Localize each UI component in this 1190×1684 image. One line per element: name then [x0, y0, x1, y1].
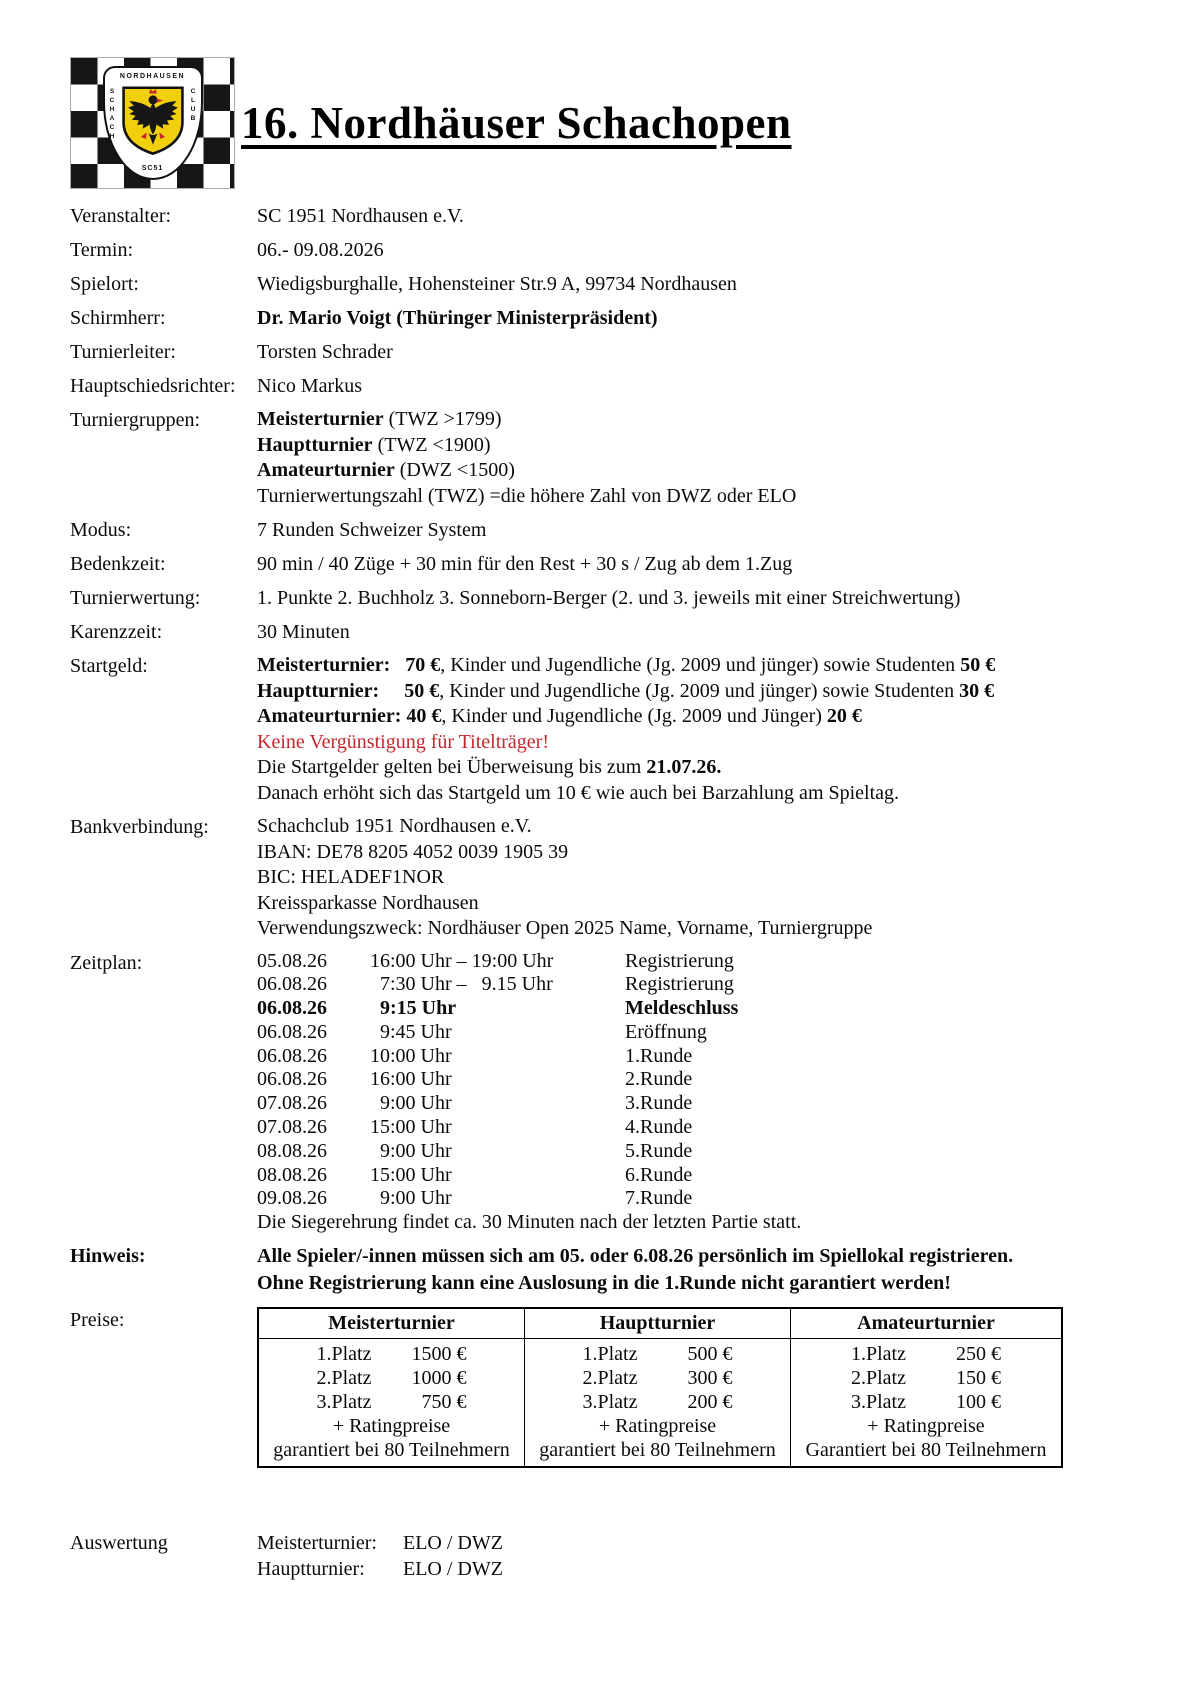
group-rating: (TWZ <1900) — [372, 433, 491, 456]
bank-line-iban: IBAN: DE78 8205 4052 0039 1905 39 — [257, 840, 569, 863]
group-name: Meisterturnier — [257, 408, 384, 430]
bank-line: Kreissparkasse Nordhausen — [257, 891, 479, 914]
prize-amount: 500 € — [687, 1343, 733, 1366]
prize-cell-amateurturnier — [790, 1339, 1062, 1468]
rating-prizes-note: + Ratingpreise — [598, 1415, 717, 1438]
schedule-row — [257, 973, 1130, 997]
row-turniergruppen — [70, 407, 1130, 509]
row-schirmherr — [70, 305, 1130, 331]
fee-mid: , Kinder und Jugendliche (Jg. 2009 und jünger) sowie Studenten — [440, 654, 961, 676]
fee-tail: 50 € — [960, 654, 996, 676]
prize-line — [259, 1390, 524, 1414]
row-value: 30 Minuten — [257, 621, 350, 643]
bank-line-verwendungszweck: Verwendungszweck: Nordhäuser Open 2025 Name, Vorname, Turniergruppe — [257, 917, 873, 939]
schedule-date: 07.08.26 — [257, 1116, 327, 1139]
fee-tail: 30 € — [959, 679, 995, 702]
row-preise — [70, 1307, 1130, 1468]
schedule-date: 08.08.26 — [257, 1139, 327, 1162]
turniergruppe-line — [257, 458, 1130, 484]
schedule-time: 10:00 Uhr — [370, 1044, 452, 1067]
row-karenzzeit — [70, 619, 1130, 645]
schedule-time: 7:30 Uhr – 9.15 Uhr — [370, 973, 553, 996]
row-spielort — [70, 271, 1130, 297]
row-label: Preise: — [70, 1309, 125, 1332]
prize-line — [259, 1342, 524, 1366]
schedule-date: 06.08.26 — [257, 1020, 327, 1043]
prize-amount: 300 € — [687, 1367, 733, 1390]
prize-amount: 1500 € — [411, 1343, 467, 1366]
schedule-time: 15:00 Uhr — [370, 1116, 452, 1139]
row-label: Turnierleiter: — [70, 341, 176, 363]
schedule-time: 16:00 Uhr – 19:00 Uhr — [370, 949, 554, 972]
emblem-text-bottom: SC51 — [141, 165, 164, 172]
prize-table-header-row — [258, 1308, 1062, 1339]
hinweis-line: Alle Spieler/-innen müssen sich am 05. oder 6.08.26 persönlich im Spiellokal registrieren. — [257, 1245, 1014, 1268]
hinweis-text — [257, 1243, 1130, 1297]
fee-mid: , Kinder und Jugendliche (Jg. 2009 und Jünger) — [441, 705, 827, 727]
prize-place: 2.Platz — [582, 1367, 638, 1390]
row-label: Bankverbindung: — [70, 816, 209, 838]
schedule-time: 9:00 Uhr — [370, 1139, 452, 1162]
schedule-date: 06.08.26 — [257, 1068, 327, 1091]
guarantee-note: Garantiert bei 80 Teilnehmern — [805, 1439, 1047, 1462]
schedule-event: 5.Runde — [625, 1139, 693, 1162]
header — [70, 57, 1130, 189]
schedule-event: Registrierung — [625, 949, 734, 972]
row-label: Karenzzeit: — [70, 621, 163, 643]
prize-line — [791, 1366, 1061, 1390]
schedule-date: 06.08.26 — [257, 973, 327, 996]
fee-lead: Amateurturnier: 40 € — [257, 705, 442, 727]
fee-lead: Meisterturnier: 70 € — [257, 654, 441, 676]
row-value: Torsten Schrader — [257, 341, 393, 363]
prize-place: 1.Platz — [850, 1343, 906, 1366]
row-value: 90 min / 40 Züge + 30 min für den Rest + 30 s / Zug ab dem 1.Zug — [257, 553, 793, 575]
prize-cell-meisterturnier — [258, 1339, 525, 1468]
schedule-event: Eröffnung — [625, 1020, 707, 1043]
row-value: 1. Punkte 2. Buchholz 3. Sonneborn-Berger (2. und 3. jeweils mit einer Streichwertung) — [257, 587, 961, 609]
schedule-time: 9:15 Uhr — [370, 997, 457, 1020]
schedule-row — [257, 1187, 1130, 1211]
fee-line — [257, 679, 1130, 705]
schedule-event: Meldeschluss — [625, 997, 739, 1020]
fee-line — [257, 704, 1130, 730]
schedule-time: 16:00 Uhr — [370, 1068, 452, 1091]
schedule-row — [257, 1116, 1130, 1140]
fee-tail: 20 € — [826, 705, 862, 727]
prize-table-body-row — [258, 1339, 1062, 1468]
turniergruppe-line — [257, 433, 1130, 459]
schedule-event: 6.Runde — [625, 1163, 693, 1186]
schedule-time: 15:00 Uhr — [370, 1163, 452, 1186]
award-ceremony-note: Die Siegerehrung findet ca. 30 Minuten nach der letzten Partie statt. — [257, 1211, 802, 1234]
prize-amount: 100 € — [955, 1391, 1001, 1414]
schedule-event: 7.Runde — [625, 1187, 693, 1210]
row-value: Wiedigsburghalle, Hohensteiner Str.9 A, 99734 Nordhausen — [257, 273, 737, 295]
schedule-date: 06.08.26 — [257, 1044, 327, 1067]
fee-line — [257, 653, 1130, 679]
schedule-date: 09.08.26 — [257, 1187, 327, 1210]
row-label: Turniergruppen: — [70, 409, 200, 431]
prize-line — [791, 1390, 1061, 1414]
rating-eval-line — [257, 1556, 1130, 1582]
row-bedenkzeit — [70, 551, 1130, 577]
guarantee-note: garantiert bei 80 Teilnehmern — [273, 1439, 510, 1462]
rating-prizes-note: + Ratingpreise — [332, 1415, 451, 1438]
row-value: 7 Runden Schweizer System — [257, 519, 487, 541]
prize-line — [259, 1366, 524, 1390]
page-title: 16. Nordhäuser Schachopen — [241, 98, 792, 148]
schedule-date: 06.08.26 — [257, 997, 327, 1020]
row-hauptschiedsrichter — [70, 373, 1130, 399]
row-label: Schirmherr: — [70, 307, 166, 329]
prize-amount: 200 € — [687, 1391, 733, 1414]
eval-tournament: Meisterturnier: — [257, 1532, 377, 1555]
eagle-shield-icon — [121, 83, 185, 159]
prize-table-header: Hauptturnier — [525, 1308, 791, 1339]
schedule-row — [257, 1092, 1130, 1116]
row-turnierleiter — [70, 339, 1130, 365]
schedule-event: 3.Runde — [625, 1092, 693, 1115]
schedule-date: 05.08.26 — [257, 949, 327, 972]
prize-amount: 750 € — [421, 1391, 467, 1414]
prize-place: 3.Platz — [316, 1391, 372, 1414]
schedule-event: 4.Runde — [625, 1116, 693, 1139]
schedule-row — [257, 1021, 1130, 1045]
schedule-event: 2.Runde — [625, 1068, 693, 1091]
schedule-row — [257, 1045, 1130, 1069]
twz-note: Turnierwertungszahl (TWZ) =die höhere Zahl von DWZ oder ELO — [257, 484, 797, 507]
row-bankverbindung — [70, 814, 1130, 942]
prize-place: 2.Platz — [850, 1367, 906, 1390]
row-startgeld — [70, 653, 1130, 806]
row-label: Modus: — [70, 519, 132, 541]
group-rating: (DWZ <1500) — [394, 459, 515, 481]
fee-lead: Hauptturnier: 50 € — [257, 679, 440, 702]
bank-line-bic: BIC: HELADEF1NOR — [257, 866, 445, 888]
row-label: Termin: — [70, 239, 134, 261]
row-label: Veranstalter: — [70, 205, 172, 227]
prize-line — [525, 1342, 790, 1366]
turniergruppen-list — [257, 407, 1130, 509]
club-logo — [70, 57, 235, 189]
eval-tournament: Hauptturnier: — [257, 1558, 365, 1581]
prize-table-header: Meisterturnier — [258, 1308, 525, 1339]
row-value: 06.- 09.08.2026 — [257, 239, 384, 261]
bank-line: Schachclub 1951 Nordhausen e.V. — [257, 815, 532, 837]
prize-table — [257, 1307, 1063, 1468]
prize-place: 2.Platz — [316, 1367, 372, 1390]
schedule-event: Registrierung — [625, 973, 734, 996]
deadline-date: 21.07.26. — [646, 756, 722, 778]
emblem-text-top: NORDHAUSEN — [119, 73, 186, 80]
schedule-event: 1.Runde — [625, 1044, 693, 1067]
schedule-row — [257, 950, 1130, 974]
schedule-time: 9:45 Uhr — [370, 1020, 452, 1043]
row-label: Hinweis: — [70, 1245, 146, 1268]
schedule-row — [257, 1140, 1130, 1164]
row-hinweis — [70, 1243, 1130, 1297]
row-label: Spielort: — [70, 273, 139, 295]
startgeld-details — [257, 653, 1130, 806]
schedule-time: 9:00 Uhr — [370, 1187, 452, 1210]
rating-prizes-note: + Ratingpreise — [867, 1415, 985, 1438]
eval-systems: ELO / DWZ — [403, 1532, 503, 1555]
schedule-row — [257, 1164, 1130, 1188]
row-label: Auswertung — [70, 1532, 168, 1555]
row-auswertung — [70, 1530, 1130, 1582]
prize-amount: 1000 € — [411, 1367, 467, 1390]
row-modus — [70, 517, 1130, 543]
late-fee-line: Danach erhöht sich das Startgeld um 10 € wie auch bei Barzahlung am Spieltag. — [257, 781, 900, 804]
title-holder-warning: Keine Vergünstigung für Titelträger! — [257, 730, 550, 753]
row-label: Hauptschiedsrichter: — [70, 375, 236, 397]
group-name: Amateurturnier — [257, 459, 395, 481]
row-termin — [70, 237, 1130, 263]
eval-systems: ELO / DWZ — [403, 1558, 503, 1581]
prize-line — [525, 1390, 790, 1414]
deadline-text: Die Startgelder gelten bei Überweisung bis zum — [257, 756, 647, 778]
row-label: Turnierwertung: — [70, 587, 201, 609]
group-rating: (TWZ >1799) — [383, 408, 502, 430]
prize-amount: 250 € — [955, 1343, 1001, 1366]
deadline-line — [257, 755, 1130, 781]
prize-line — [791, 1342, 1061, 1366]
prize-place: 1.Platz — [316, 1343, 372, 1366]
row-value: Dr. Mario Voigt (Thüringer Ministerpräsident) — [257, 307, 658, 329]
prize-place: 1.Platz — [582, 1343, 638, 1366]
row-label: Bedenkzeit: — [70, 553, 166, 575]
prize-table-header: Amateurturnier — [790, 1308, 1062, 1339]
row-value: Nico Markus — [257, 375, 362, 397]
zeitplan-schedule — [257, 950, 1130, 1236]
schedule-row — [257, 1068, 1130, 1092]
turniergruppe-line — [257, 407, 1130, 433]
schedule-time: 9:00 Uhr — [370, 1092, 452, 1115]
schedule-date: 08.08.26 — [257, 1163, 327, 1186]
bank-details — [257, 814, 1130, 942]
rating-eval-line — [257, 1530, 1130, 1556]
guarantee-note: garantiert bei 80 Teilnehmern — [539, 1439, 776, 1462]
row-turnierwertung — [70, 585, 1130, 611]
prize-amount: 150 € — [955, 1367, 1001, 1390]
row-value: SC 1951 Nordhausen e.V. — [257, 205, 464, 227]
hinweis-line: Ohne Registrierung kann eine Auslosung in die 1.Runde nicht garantiert werden! — [257, 1272, 951, 1295]
row-veranstalter — [70, 203, 1130, 229]
schedule-date: 07.08.26 — [257, 1092, 327, 1115]
auswertung-details — [257, 1530, 1130, 1582]
prize-line — [525, 1366, 790, 1390]
group-name: Hauptturnier — [257, 433, 373, 456]
prize-place: 3.Platz — [850, 1391, 906, 1414]
prize-place: 3.Platz — [582, 1391, 638, 1414]
prize-cell-hauptturnier — [525, 1339, 791, 1468]
row-label: Zeitplan: — [70, 951, 143, 974]
fee-mid: , Kinder und Jugendliche (Jg. 2009 und jünger) sowie Studenten — [439, 679, 960, 702]
emblem-text-left: SCHACH — [108, 88, 116, 142]
schedule-row-meldeschluss — [257, 997, 1130, 1021]
emblem-text-right: CLUB — [189, 88, 197, 124]
row-zeitplan — [70, 950, 1130, 1236]
row-label: Startgeld: — [70, 655, 148, 677]
